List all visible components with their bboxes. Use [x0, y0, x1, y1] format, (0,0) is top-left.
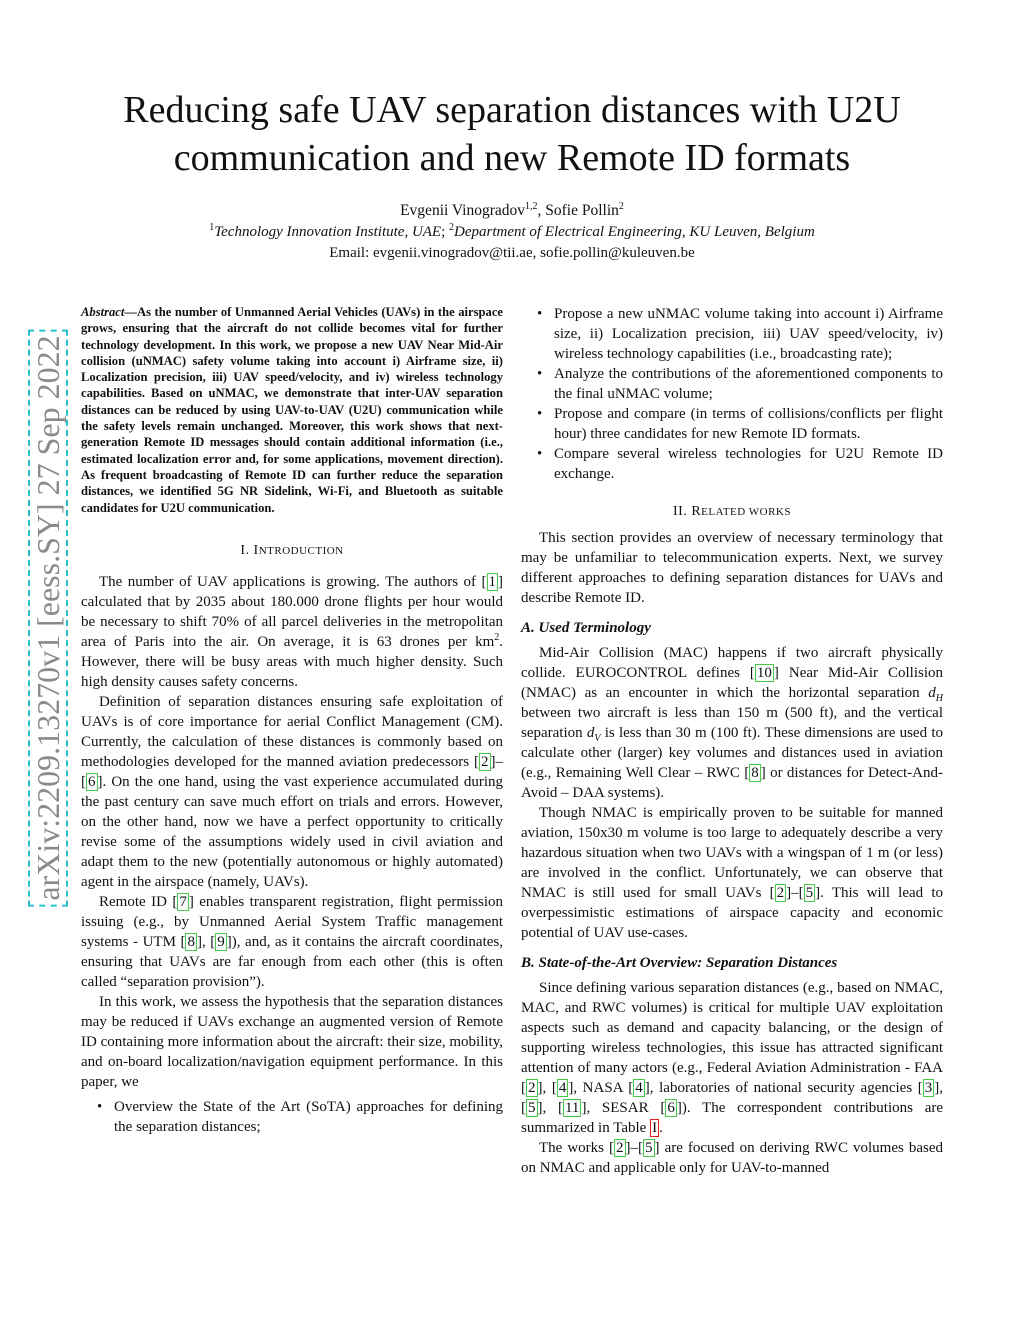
text-run: enables transparent registration, flight permission issuing (e.g., by Unmanned Aerial System Traffic management systems - UTM	[81, 893, 503, 950]
text-run: ,	[201, 933, 211, 950]
citation-link[interactable]: 3	[924, 1080, 933, 1096]
citation-link[interactable]: 4	[558, 1080, 567, 1096]
citation-link[interactable]: 5	[805, 885, 814, 901]
text-run: ,	[542, 1100, 558, 1116]
title-line-2: communication and new Remote ID formats	[173, 137, 851, 179]
math-symbol: d	[928, 685, 936, 701]
text-run: –	[630, 1140, 639, 1156]
author-name: Sofie Pollin	[545, 202, 619, 219]
affil-separator: ;	[441, 224, 450, 240]
citation-link[interactable]: 5	[645, 1140, 653, 1156]
paper-title	[60, 86, 964, 182]
list-item: • Propose a new uNMAC volume taking into account i) Airframe size, ii) Localization precision, iii) UAV speed/velocity, iv) wireless technology capabilities (i.e., broadcasting rate);	[521, 304, 943, 364]
terminology-paragraph-2: Though NMAC is empirically proven to be suitable for manned aviation, 150x30 m volume is too large to adequately describe a very hazardous situation when two UAVs with a wingspan of 1 m (or less) are involved in the conflict. Unfortunately, we can observe that NMAC is still used for small UAVs [ 2 ]–[ 5 ]. This will lead to overpessimistic estimations of airspace capacity and economic potential of UAV use-cases.	[521, 805, 943, 941]
text-run: Definition of separation distances ensuring safe exploitation of UAVs is of core importance for aerial Conflict Management (CM). Currently, the calculation of these distances is commonly based on methodologies developed for the manned aviation predecessors	[81, 693, 503, 770]
section-number: II.	[672, 504, 692, 519]
section-initial: I	[253, 542, 259, 558]
citation-link[interactable]: 4	[635, 1080, 643, 1096]
section-heading-related-works	[521, 504, 943, 520]
citation-link[interactable]: 5	[528, 1100, 536, 1116]
citation-link[interactable]: 11	[564, 1100, 580, 1116]
intro-paragraph-4: In this work, we assess the hypothesis that the separation distances may be reduced if UAVs exchange an augmented version of Remote ID containing more information about the aircraft: their size, mobility, and on-board localization/navigation equipment performance. In this paper, we	[81, 993, 503, 1090]
text-run: Remote ID	[99, 893, 173, 910]
intro-paragraph-3: Remote ID [ 7 ] enables transparent registration, flight permission issuing (e.g., by Unmanned Aerial System Traffic management systems - UTM [ 8 ], [ 9 ]), and, as it contains the aircraft coordinates, ensuring that UAVs are far enough from each other (this is often called “separation provision”).	[81, 893, 503, 990]
citation-link[interactable]: 10	[756, 665, 772, 681]
citation-link[interactable]: 9	[217, 933, 225, 950]
text-run: Mid-Air Collision (MAC) happens if two aircraft physically collide. EUROCONTROL defines	[521, 645, 943, 681]
text-run: calculated that by 2035 about 180.000 drone flights per hour would be necessary to shift 70% of all parcel deliveries in the metropolitan area of Paris into the air. On average, it is 63 drones per km	[81, 593, 503, 650]
text-run: , SESAR	[586, 1100, 661, 1116]
text-run: ), and, as it contains the aircraft coordinates, ensuring that UAVs are far enough from each other (this is often called “separation provision”).	[81, 933, 503, 990]
list-item: • Compare several wireless technologies for U2U Remote ID exchange.	[521, 444, 943, 484]
intro-paragraph-2: Definition of separation distances ensuring safe exploitation of UAVs is of core importance for aerial Conflict Management (CM). Currently, the calculation of these distances is commonly based on methodologies developed for the manned aviation predecessors [ 2 ]–[ 6 ]. On the one hand, using the vast experience accumulated during the past century can save much effort on trials and errors. However, on the other hand, now we have a perfect opportunity to critically revise some of the assumptions widely used in civil aviation and adapt them to the new (potentially autonomous or highly automated) agent in the airspace (namely, UAVs).	[81, 693, 503, 890]
right-column	[521, 304, 943, 1178]
text-run: The works	[539, 1140, 610, 1156]
terminology-paragraph-1: Mid-Air Collision (MAC) happens if two aircraft physically collide. EUROCONTROL defines [ 10 ] Near Mid-Air Collision (NMAC) as an encounter in which the horizontal separation $d_H$ between two aircraft is less than 150 m (500 ft), and the vertical separation $d_V$ is less than 30 m (100 ft). These dimensions are used to calculate other (larger) key volumes and distances used in aviation (e.g., Remaining Well Clear – RWC [ 8 ] or distances for Detect-And-Avoid – DAA systems).	[521, 645, 943, 801]
contribution-list	[521, 304, 943, 484]
section-heading-introduction	[81, 543, 503, 559]
citation-link[interactable]: 2	[528, 1080, 536, 1096]
abstract-label: Abstract	[81, 305, 125, 319]
intro-paragraph-1: The number of UAV applications is growing. The authors of [ 1 ] calculated that by 2035 about 180.000 drone flights per hour would be necessary to shift 70% of all parcel deliveries in the metropolitan area of Paris into the air. On average, it is 63 drones per $km^2$. However, there will be busy areas with much higher density. Such high density causes safety concerns.	[81, 573, 503, 690]
text-run: Since defining various separation distances (e.g., based on NMAC, MAC, and RWC volumes) is critical for multiple UAV exploitation aspects such as demand and capacity balancing, or the design of supporting wireless technologies, this issue has attracted significant attention of many actors (e.g., Federal Aviation Administration - FAA	[521, 980, 943, 1076]
citation-link[interactable]: 6	[88, 773, 96, 790]
left-column	[81, 304, 503, 1137]
text-run: is less than 30 m (100 ft). These dimensions are used to calculate other (larger) key volumes and distances used in aviation (e.g., Remaining Well Clear – RWC	[521, 725, 943, 781]
text-run: . However, there will be busy areas with much higher density. Such high density causes safety concerns.	[81, 633, 503, 690]
text-run: .	[659, 1120, 663, 1136]
text-run: , laboratories of national security agencies	[649, 1080, 918, 1096]
citation-link[interactable]: 1	[488, 573, 496, 590]
subsection-heading-sota: B. State-of-the-Art Overview: Separation Distances	[521, 955, 838, 971]
citation-link[interactable]: 6	[667, 1100, 675, 1116]
sota-paragraph-2: The works [ 2 ]–[ 5 ] are focused on deriving RWC volumes based on NMAC and applicable only for UAV-to-manned	[521, 1140, 943, 1176]
list-item: • Propose and compare (in terms of collisions/conflicts per flight hour) three candidates for new Remote ID formats.	[521, 404, 943, 444]
math-subscript: V	[594, 733, 601, 744]
text-run: . This will lead to overpessimistic estimations of airspace capacity and economic potential of UAV use-cases.	[521, 885, 943, 941]
text-run: or distances for Detect-And-Avoid – DAA systems).	[521, 765, 943, 801]
citation-link[interactable]: 7	[179, 893, 187, 910]
arxiv-stamp: arXiv:2209.13270v1 [eess.SY] 27 Sep 2022	[28, 329, 68, 906]
text-run: –	[791, 885, 799, 901]
citation-link[interactable]: 8	[751, 765, 759, 781]
affil-text: Technology Innovation Institute, UAE	[214, 224, 442, 240]
math-symbol: d	[586, 725, 595, 741]
sota-paragraph-1: Since defining various separation distances (e.g., based on NMAC, MAC, and RWC volumes) is critical for multiple UAV exploitation aspects such as demand and capacity balancing, or the design of supporting wireless technologies, this issue has attracted significant attention of many actors (e.g., Federal Aviation Administration - FAA [ 2 ], [ 4 ], NASA [ 4 ], laboratories of national security agencies [ 3 ], [ 5 ], [ 11 ], SESAR [ 6 ]). The correspondent contributions are summarized in Table I .	[521, 980, 944, 1136]
text-run: ,	[542, 1080, 552, 1096]
table-reference-link[interactable]: I	[652, 1120, 658, 1136]
text-run: are focused on deriving RWC volumes based on NMAC and applicable only for UAV-to-manned	[521, 1140, 943, 1176]
subsection-heading-terminology: A. Used Terminology	[521, 620, 651, 636]
affil-mark: 1	[209, 222, 215, 233]
text-run: –	[495, 753, 503, 770]
author-separator: ,	[537, 202, 546, 219]
text-run: , NASA	[573, 1080, 629, 1096]
text-run: Though NMAC is empirically proven to be suitable for manned aviation, 150x30 m volume is too large to adequately describe a very hazardous situation when two UAVs with a wingspan of 1 m (or less) are involved in the conflict. Unfortunately, we can observe that NMAC is still used for small UAVs	[521, 805, 943, 901]
abstract-text: As the number of Unmanned Aerial Vehicles (UAVs) in the airspace grows, ensuring that the aircraft do not collide becomes vital for further technology development. In this work, we propose a new UAV Near Mid-Air collision (uNMAC) safety volume taking into account i) Airframe size, ii) Localization precision, iii) UAV speed/velocity, and iv) wireless technology capabilities. Based on uNMAC, we demonstrate that inter-UAV separation distances can be reduced by using UAV-to-UAV (U2U) communication while the safety levels remain unchanged. Moreover, this work shows that next-generation Remote ID messages should contain additional information (i.e., estimated localization error and, for some applications, movement direction). As frequent broadcasting of Remote ID can further reduce the separation distances, we identified 5G NR Sidelink, Wi-Fi, and Bluetooth as suitable candidates for U2U communication.	[81, 305, 503, 515]
abstract-dash: —	[124, 305, 137, 319]
citation-link[interactable]: 2	[481, 753, 489, 770]
section-rest: ELATED	[701, 506, 749, 518]
author-name: Evgenii Vinogradov	[400, 202, 526, 219]
text-run: The number of UAV applications is growing. The authors of	[99, 573, 482, 590]
section-rest: NTRODUCTION	[258, 544, 344, 557]
text-run: ,	[939, 1080, 944, 1096]
title-line-1: Reducing safe UAV separation distances with U2U	[123, 89, 901, 131]
text-run: Near Mid-Air Collision (NMAC) as an encounter in which the horizontal separation	[521, 665, 943, 701]
author-affil-mark: 2	[618, 200, 624, 212]
section-rest: WORKS	[748, 506, 791, 518]
author-list	[0, 202, 1024, 220]
abstract	[81, 304, 503, 516]
email-line: Email: evgenii.vinogradov@tii.ae, sofie.pollin@kuleuven.be	[329, 245, 695, 261]
text-run: ). The correspondent contributions are summarized in Table	[521, 1100, 944, 1136]
affiliations	[0, 224, 1024, 241]
section-initial: R	[691, 504, 702, 519]
math-subscript: H	[935, 693, 943, 704]
affil-mark: 2	[449, 222, 455, 233]
superscript: 2	[494, 631, 500, 643]
author-affil-mark: 1,2	[525, 200, 538, 212]
list-item: • Overview the State of the Art (SoTA) approaches for defining the separation distances;	[81, 1097, 503, 1137]
citation-link[interactable]: 2	[616, 1140, 624, 1156]
list-item: • Analyze the contributions of the aforementioned components to the final uNMAC volume;	[521, 364, 943, 404]
section-number: I.	[240, 542, 254, 558]
citation-link[interactable]: 2	[776, 885, 785, 901]
text-run: . On the one hand, using the vast experience accumulated during the past century can save much effort on trials and errors. However, on the other hand, now we have a perfect opportunity to critically revise some of the assumptions widely used in civil aviation and adapt them to the new (potentially autonomous or highly automated) agent in the airspace (namely, UAVs).	[81, 773, 503, 890]
related-intro-paragraph: This section provides an overview of necessary terminology that may be unfamiliar to telecommunication experts. Next, we survey different approaches to defining separation distances for UAVs and describe Remote ID.	[521, 530, 943, 606]
text-run: between two aircraft is less than 150 m (500 ft), and the vertical separation	[521, 705, 943, 741]
affil-text: Department of Electrical Engineering, KU Leuven, Belgium	[454, 224, 815, 240]
citation-link[interactable]: 8	[187, 933, 195, 950]
contribution-list-start	[81, 1097, 503, 1137]
